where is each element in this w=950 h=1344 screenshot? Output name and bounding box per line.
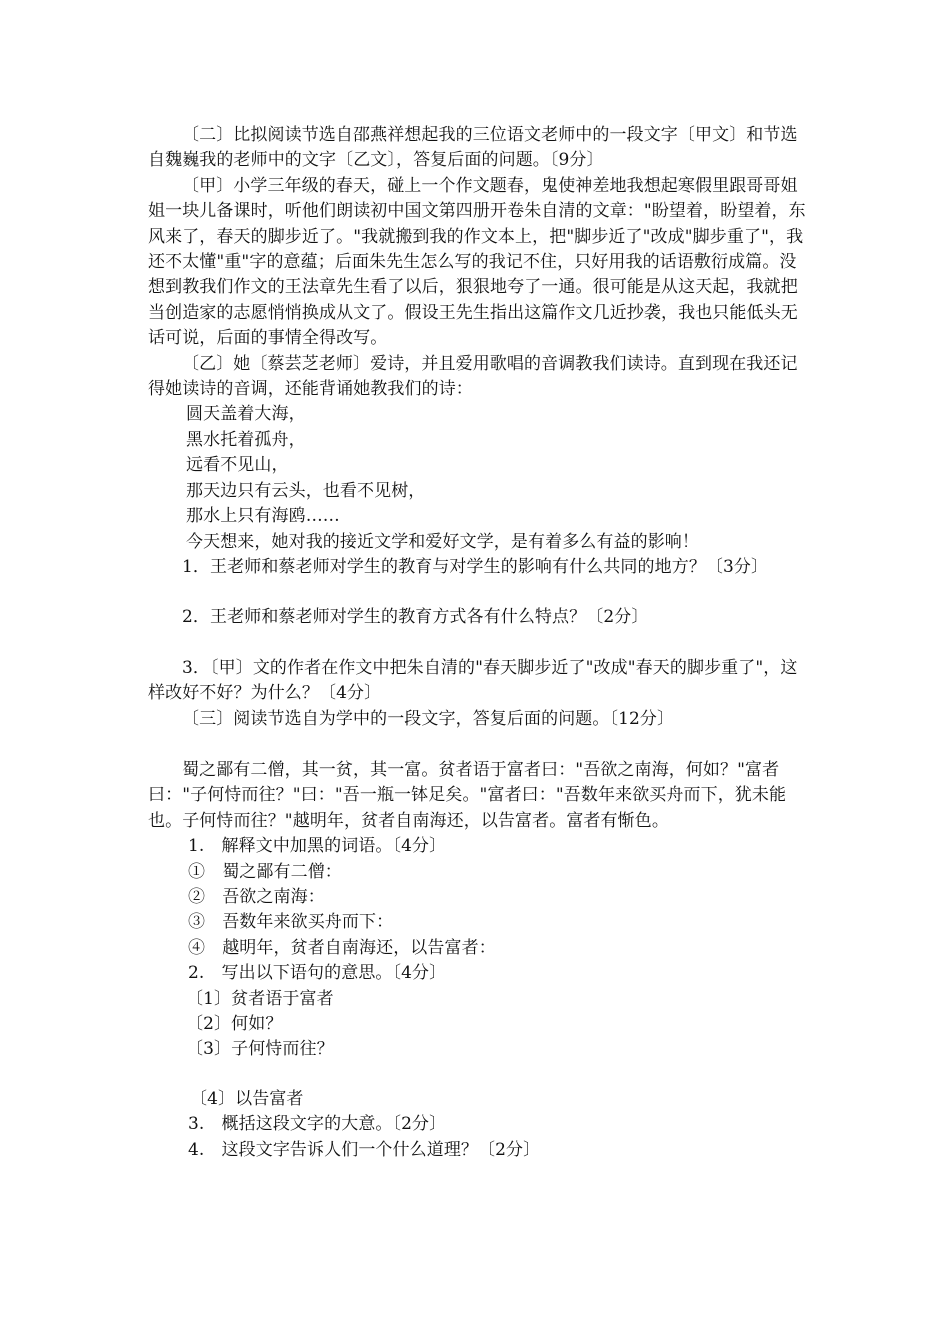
poem-line: 那天边只有云头，也看不见树， <box>186 480 426 501</box>
poem-line: 黑水托着孤舟， <box>186 429 306 450</box>
section3-question-1: 1. 解释文中加黑的词语。〔4分〕 <box>188 836 447 857</box>
passage-jia: 〔甲〕小学三年级的春天，碰上一个作文题春，鬼使神差地我想起寒假里跟哥哥姐姐一块儿备课时，听他们朗读初中国文第四册开卷朱自清的文章："盼望着，盼望着，东风来了，春天的脚步近了。"我就搬到我的作文本上，把"脚步近了"改成"脚步重了"，我还不太懂"重"字的意蕴；后面朱先生怎么写的我记不住，只好用我的话语敷衍成篇。没想到教我们作文的王法章先生看了以后，狠狠地夸了一通。很可能是从这天起，我就把当创造家的志愿悄悄换成从文了。假设王先生指出这篇作文几近抄袭，我也只能低头无话可说，后面的事情全得改写。 <box>148 175 806 349</box>
passage-yi: 〔乙〕她〔蔡芸芝老师〕爱诗，并且爱用歌唱的音调教我们读诗。直到现在我还记得她读诗的音调，还能背诵她教我们的诗： <box>148 353 798 400</box>
answer-space <box>148 732 808 758</box>
passage-closing: 今天想来，她对我的接近文学和爱好文学，是有着多么有益的影响！ <box>186 531 699 552</box>
poem-line: 远看不见山， <box>186 455 289 476</box>
poem-line: 圆天盖着大海， <box>186 404 306 425</box>
answer-space <box>148 631 808 656</box>
section3-question-2: 2. 写出以下语句的意思。〔4分〕 <box>188 963 447 984</box>
answer-space <box>148 1063 808 1087</box>
word-item: ① 蜀之鄙有二僧： <box>188 861 342 882</box>
word-item: ④ 越明年，贫者自南海还，以告富者： <box>188 937 496 958</box>
section2-question-1: 1．王老师和蔡老师对学生的教育与对学生的影响有什么共同的地方？〔3分〕 <box>182 556 769 577</box>
document-body <box>148 123 808 1163</box>
sentence-item: 〔4〕以告富者 <box>190 1088 304 1109</box>
poem-line: 那水上只有海鸥…… <box>186 506 340 527</box>
sentence-item: 〔2〕何如？ <box>186 1014 283 1034</box>
section3-question-4: 4. 这段文字告诉人们一个什么道理？〔2分〕 <box>188 1139 541 1160</box>
answer-space <box>148 580 808 605</box>
word-item: ② 吾欲之南海： <box>188 886 325 907</box>
section2-question-3: 3．〔甲〕文的作者在作文中把朱自清的"春天脚步近了"改成"春天的脚步重了"，这样改好不好？为什么？〔4分〕 <box>148 657 798 704</box>
section2-intro: 〔二〕比拟阅读节选自邵燕祥想起我的三位语文老师中的一段文字〔甲文〕和节选自魏巍我的老师中的文字〔乙文〕，答复后面的问题。〔9分〕 <box>148 125 798 171</box>
passage-weixue: 蜀之鄙有二僧，其一贫，其一富。贫者语于富者曰："吾欲之南海，何如？"富者曰："子何恃而往？"曰："吾一瓶一钵足矣。"富者曰："吾数年来欲买舟而下，犹未能也。子何恃而往？"越明年，贫者自南海还，以告富者。富者有惭色。 <box>148 759 787 831</box>
section2-question-2: 2．王老师和蔡老师对学生的教育方式各有什么特点？〔2分〕 <box>182 607 649 628</box>
sentence-item: 〔1〕贫者语于富者 <box>186 988 334 1009</box>
word-item: ③ 吾数年来欲买舟而下： <box>188 912 394 933</box>
section3-question-3: 3. 概括这段文字的大意。〔2分〕 <box>188 1114 447 1135</box>
sentence-item: 〔3〕子何恃而往？ <box>186 1039 334 1060</box>
section3-intro: 〔三〕阅读节选自为学中的一段文字，答复后面的问题。〔12分〕 <box>182 708 675 729</box>
